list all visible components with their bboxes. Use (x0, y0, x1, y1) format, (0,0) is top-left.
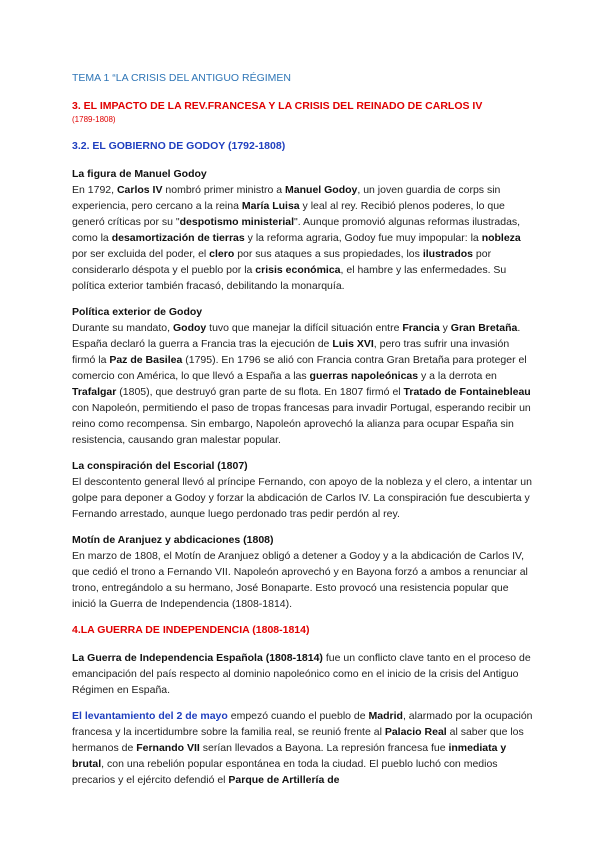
subsection-3-2-heading: 3.2. EL GOBIERNO DE GODOY (1792-1808) (72, 140, 286, 152)
figura-paragraph (72, 182, 534, 294)
text-run: . España declaró la guerra a Francia tras la ejecución de (72, 322, 521, 350)
text-run: empezó cuando el pueblo de (227, 710, 369, 722)
text-run: por sus ataques a sus propiedades, los (234, 248, 423, 260)
bold-text-run: Luis XVI (332, 338, 374, 350)
text-run: En marzo de 1808, el Motín de Aranjuez obligó a detener a Godoy y a la abdicación de Carlos IV, que cedió el trono a Fernando VII. Napoleón aprovechó y en Bayona forzó a ambos a renunciar al trono, entregándolo a su hermano, José Bonaparte. Esto provocó una resistencia popular que inició la Guerra de Independencia (1808-1814). (72, 550, 528, 610)
aranjuez-heading: Motín de Aranjuez y abdicaciones (1808) (72, 534, 274, 546)
text-run: (1795). En 1796 se alió con Francia contra Gran Bretaña para proteger el comercio con América, lo que llevó a España a las (72, 354, 527, 382)
text-run: En 1792, (72, 184, 117, 196)
levantamiento-lead: El levantamiento del 2 de mayo (72, 710, 228, 722)
section-3-years: (1789-1808) (72, 115, 116, 124)
bold-text-run: Tratado de Fontainebleau (403, 386, 531, 398)
aranjuez-paragraph (72, 548, 534, 612)
bold-text-run: Fernando VII (136, 742, 200, 754)
bold-text-run: Carlos IV (116, 184, 163, 196)
text-run: , con una rebelión popular espontánea en toda la ciudad. El pueblo luchó con medios precarios y el ejército defendió el (72, 758, 498, 786)
bold-text-run: crisis económica (255, 264, 341, 276)
bold-text-run: despotismo ministerial (179, 216, 294, 228)
levantamiento-paragraph (72, 708, 534, 788)
text-run: serían llevados a Bayona. La represión francesa fue (199, 742, 449, 754)
exterior-heading: Política exterior de Godoy (72, 306, 203, 318)
escorial-paragraph (72, 474, 534, 522)
text-run: con Napoleón, permitiendo el paso de tropas francesas para invadir Portugal, esperando recibir un reino como recompensa. Sin embargo, Napoleón aprovechó la alianza para ocupar España sin resistencia, causando gran malestar popular. (72, 402, 531, 446)
bold-text-run: Godoy (172, 322, 207, 334)
bold-text-run: ilustrados (422, 248, 474, 260)
text-run: , pero tras sufrir una invasión firmó la (72, 338, 510, 366)
bold-text-run: Gran Bretaña (450, 322, 518, 334)
bold-text-run: inmediata y brutal (72, 742, 507, 770)
text-run: El descontento general llevó al príncipe Fernando, con apoyo de la nobleza y el clero, a intentar un golpe para deponer a Godoy y forzar la abdicación de Carlos IV. La conspiración fue descubierta y Fernando arrestado, aunque luego perdonado tras pedir perdón al rey. (72, 476, 532, 520)
text-run: fue un conflicto clave tanto en el proceso de emancipación del país respecto al dominio napoleónico como en el inicio de la crisis del Antiguo Régimen en España. (72, 652, 531, 696)
text-run: por considerarlo déspota y el pueblo por la (72, 248, 492, 276)
bold-text-run: nobleza (481, 232, 521, 244)
bold-text-run: clero (209, 248, 235, 260)
figura-heading: La figura de Manuel Godoy (72, 168, 207, 180)
bold-text-run: desamortización de tierras (111, 232, 245, 244)
text-run: y la reforma agraria, Godoy fue muy impopular: la (244, 232, 482, 244)
section-3-heading: 3. EL IMPACTO DE LA REV.FRANCESA Y LA CRISIS DEL REINADO DE CARLOS IV (72, 100, 483, 112)
exterior-paragraph (72, 320, 534, 448)
text-run: , un joven guardia de corps sin experiencia, pero cercano a la reina (72, 184, 501, 212)
text-run: y a la derrota en (418, 370, 497, 382)
text-run: y leal al rey. Recibió plenos poderes, lo que generó críticas por su " (72, 200, 505, 228)
bold-text-run: guerras napoleónicas (309, 370, 419, 382)
guerra-paragraph (72, 650, 534, 698)
text-run: por ser excluida del poder, el (72, 248, 210, 260)
text-run: (1805), que destruyó gran parte de su flota. En 1807 firmó el (116, 386, 404, 398)
bold-text-run: Madrid (368, 710, 403, 722)
text-run: nombró primer ministro a (162, 184, 286, 196)
bold-text-run: Palacio Real (384, 726, 447, 738)
text-run: al saber que los hermanos de (72, 726, 524, 754)
bold-text-run: Paz de Basilea (109, 354, 183, 366)
page-content (72, 70, 534, 798)
bold-text-run: La Guerra de Independencia Española (1808-1814) (72, 652, 323, 664)
bold-text-run: María Luisa (241, 200, 300, 212)
bold-text-run: Manuel Godoy (285, 184, 358, 196)
bold-text-run: Parque de Artillería de (228, 774, 340, 786)
document-title: TEMA 1 “LA CRISIS DEL ANTIGUO RÉGIMEN (72, 72, 291, 84)
text-run: , el hambre y las enfermedades. Su política exterior también fracasó, debilitando la monarquía. (72, 264, 507, 292)
section-4-heading: 4.LA GUERRA DE INDEPENDENCIA (1808-1814) (72, 624, 310, 636)
bold-text-run: Trafalgar (72, 386, 117, 398)
text-run: ". Aunque promovió algunas reformas ilustradas, como la (72, 216, 521, 244)
text-run: Durante su mandato, (72, 322, 173, 334)
bold-text-run: Francia (402, 322, 440, 334)
escorial-heading: La conspiración del Escorial (1807) (72, 460, 248, 472)
text-run: , alarmado por la ocupación francesa y la incertidumbre sobre la familia real, se reunió frente al (72, 710, 533, 738)
text-run: tuvo que manejar la difícil situación entre (206, 322, 403, 334)
text-run: y (439, 322, 451, 334)
